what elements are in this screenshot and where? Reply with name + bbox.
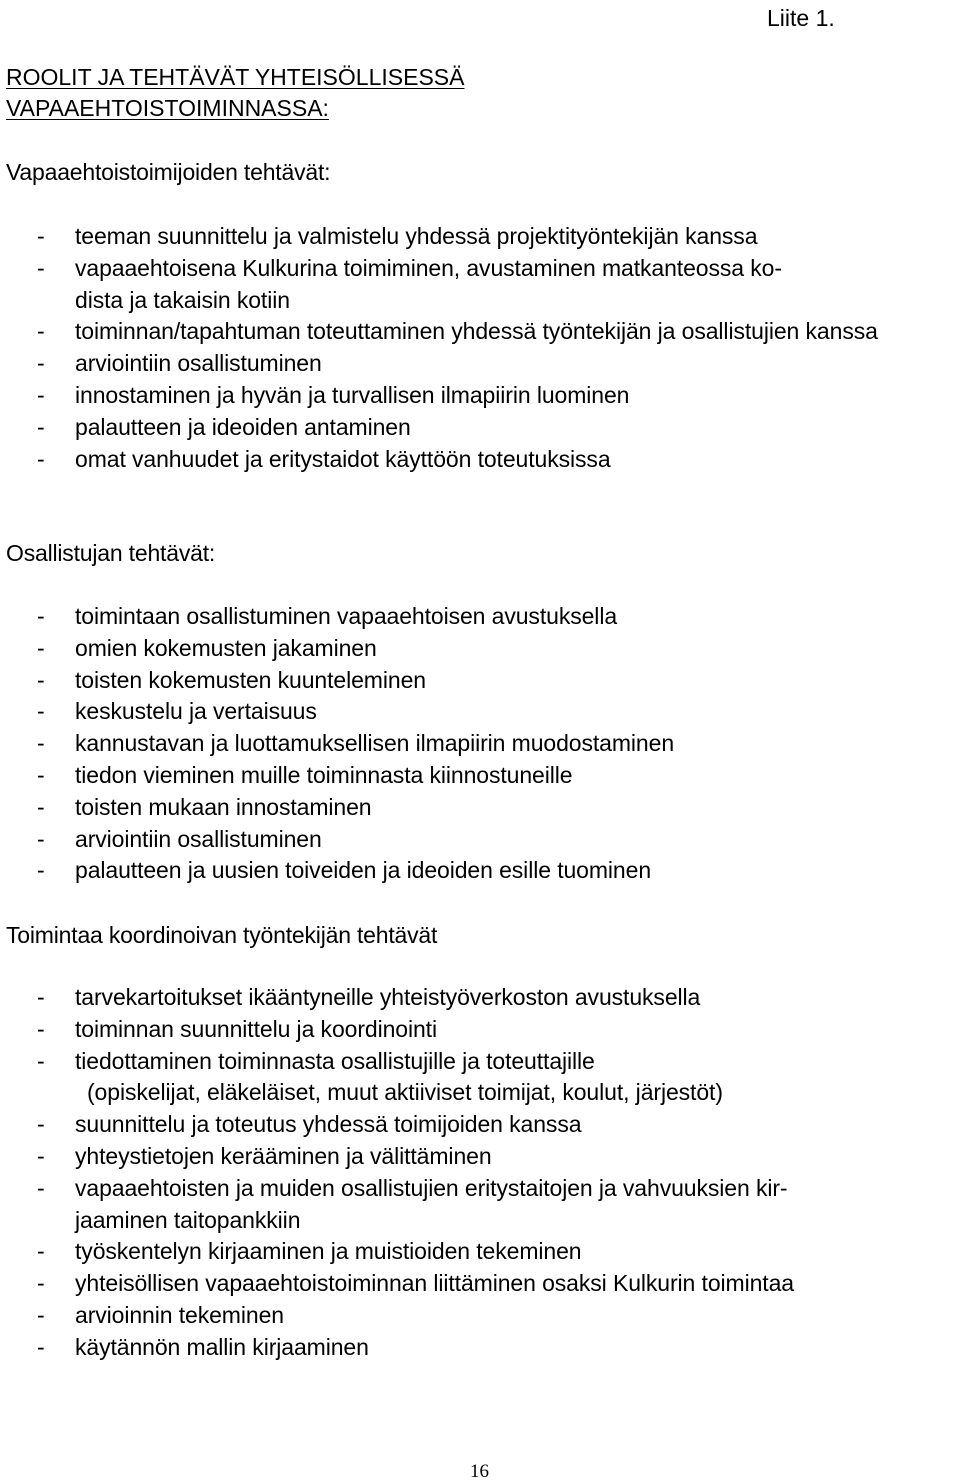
list-item: - toisten kokemusten kuunteleminen — [0, 665, 960, 697]
bullet-dash: - — [37, 1333, 45, 1360]
document-title-line-2: VAPAAEHTOISTOIMINNASSA: — [6, 95, 329, 121]
bullet-dash: - — [37, 1015, 45, 1042]
volunteer-tasks-heading: Vapaaehtoistoimijoiden tehtävät: — [6, 159, 331, 185]
coordinator-tasks-list — [0, 982, 960, 1364]
bullet-dash: - — [37, 350, 45, 377]
bullet-dash: - — [37, 318, 45, 345]
participant-tasks-heading: Osallistujan tehtävät: — [6, 540, 216, 566]
list-item: - suunnittelu ja toteutus yhdessä toimijoiden kanssa — [0, 1109, 960, 1141]
bullet-dash: - — [37, 984, 45, 1010]
bullet-dash: - — [37, 603, 45, 629]
participant-tasks-list — [0, 601, 960, 887]
list-item-continuation: (opiskelijat, eläkeläiset, muut aktiiviset toimijat, koulut, järjestöt) — [87, 1079, 723, 1106]
volunteer-tasks-list — [0, 221, 960, 475]
list-item: - toiminnan suunnittelu ja koordinointi — [0, 1014, 960, 1046]
list-item: - innostaminen ja hyvän ja turvallisen ilmapiirin luominen — [0, 380, 960, 412]
bullet-dash: - — [37, 381, 45, 408]
bullet-dash: - — [37, 1142, 45, 1169]
bullet-dash: - — [37, 413, 45, 440]
list-item: - vapaaehtoisena Kulkurina toimiminen, avustaminen matkanteossa ko- dista ja takaisin kotiin — [37, 254, 782, 313]
bullet-dash: - — [37, 1111, 45, 1138]
document-title — [6, 62, 706, 124]
coordinator-tasks-heading: Toimintaa koordinoivan työntekijän tehtävät — [6, 922, 438, 948]
bullet-dash: - — [37, 761, 45, 788]
list-item: - omat vanhuudet ja eritystaidot käyttöön toteutuksissa — [0, 444, 960, 476]
bullet-dash: - — [37, 223, 45, 249]
bullet-dash: - — [37, 254, 45, 281]
list-item: - arvioinnin tekeminen — [0, 1300, 960, 1332]
list-item: - käytännön mallin kirjaaminen — [0, 1332, 960, 1364]
list-item: - tiedon vieminen muille toiminnasta kiinnostuneille — [0, 760, 960, 792]
bullet-dash: - — [37, 857, 45, 884]
bullet-dash: - — [37, 793, 45, 820]
list-item: - teeman suunnittelu ja valmistelu yhdessä projektityöntekijän kanssa — [0, 221, 960, 253]
bullet-dash: - — [37, 445, 45, 472]
list-item: - toimintaan osallistuminen vapaaehtoisen avustuksella — [0, 601, 960, 633]
list-item: - arviointiin osallistuminen — [0, 824, 960, 856]
bullet-dash: - — [37, 825, 45, 852]
document-title-line-1: ROOLIT JA TEHTÄVÄT YHTEISÖLLISESSÄ — [6, 64, 465, 90]
bullet-dash: - — [37, 1047, 45, 1074]
list-item: - palautteen ja ideoiden antaminen — [0, 412, 960, 444]
bullet-dash: - — [37, 730, 45, 757]
appendix-label: Liite 1. — [767, 5, 835, 31]
bullet-dash: - — [37, 1174, 45, 1201]
list-item: - toiminnan/tapahtuman toteuttaminen yhdessä työntekijän ja osallistujien kanssa — [0, 316, 960, 348]
bullet-dash: - — [37, 1301, 45, 1328]
list-item: - yhteisöllisen vapaaehtoistoiminnan liittäminen osaksi Kulkurin toimintaa — [0, 1268, 960, 1300]
bullet-dash: - — [37, 698, 45, 725]
list-item: - tarvekartoitukset ikääntyneille yhteistyöverkoston avustuksella — [0, 982, 960, 1014]
list-item: - yhteystietojen kerääminen ja välittäminen — [0, 1141, 960, 1173]
list-item: - keskustelu ja vertaisuus — [0, 696, 960, 728]
list-item: - palautteen ja uusien toiveiden ja ideoiden esille tuominen — [0, 855, 960, 887]
list-item: - toisten mukaan innostaminen — [0, 792, 960, 824]
list-item: - tiedottaminen toiminnasta osallistujille ja toteuttajille — [0, 1046, 960, 1078]
bullet-dash: - — [37, 1238, 45, 1265]
bullet-dash: - — [37, 666, 45, 693]
list-item: - työskentelyn kirjaaminen ja muistioiden tekeminen — [0, 1236, 960, 1268]
list-item: - arviointiin osallistuminen — [0, 348, 960, 380]
list-item: - vapaaehtoisten ja muiden osallistujien eritystaitojen ja vahvuuksien kir- jaaminen taitopankkiin — [37, 1174, 788, 1233]
list-item: - kannustavan ja luottamuksellisen ilmapiirin muodostaminen — [0, 728, 960, 760]
list-item: - omien kokemusten jakaminen — [0, 633, 960, 665]
bullet-dash: - — [37, 1270, 45, 1297]
bullet-dash: - — [37, 634, 45, 661]
page-number: 16 — [470, 1461, 489, 1482]
